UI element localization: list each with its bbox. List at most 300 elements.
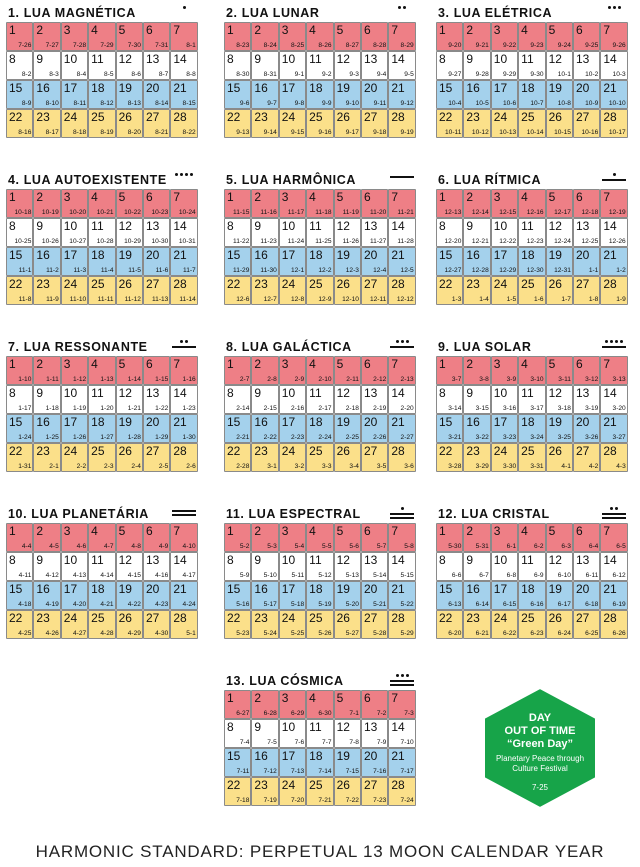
- gregorian-date: 8-9: [21, 100, 32, 107]
- day-cell: [361, 777, 388, 806]
- day-cell: [170, 218, 197, 247]
- day-cell: [33, 189, 60, 218]
- day-number: 21: [173, 248, 187, 262]
- gregorian-date: 2-20: [400, 405, 414, 412]
- day-number: 27: [145, 444, 160, 458]
- day-cell: [224, 690, 251, 719]
- day-cell: [116, 356, 143, 385]
- gregorian-date: 7-6: [294, 739, 305, 746]
- week-row: [436, 276, 628, 305]
- moon-title: 7. LUA RESSONANTE: [8, 340, 148, 354]
- badge-line-day: DAY: [528, 712, 552, 724]
- day-number: 10: [493, 386, 508, 400]
- day-number: 13: [575, 553, 590, 567]
- gregorian-date: 3-28: [448, 463, 462, 470]
- gregorian-date: 9-20: [448, 42, 462, 49]
- week-row: [6, 443, 198, 472]
- day-number: 9: [466, 553, 474, 567]
- day-number: 27: [575, 110, 590, 124]
- gregorian-date: 12-2: [318, 267, 332, 274]
- gregorian-date: 3-21: [448, 434, 462, 441]
- day-cell: [306, 523, 333, 552]
- day-cell: [436, 218, 463, 247]
- day-cell: [224, 719, 251, 748]
- gregorian-date: 6-27: [236, 710, 250, 717]
- day-cell: [61, 552, 88, 581]
- day-cell: [334, 748, 361, 777]
- day-cell: [388, 189, 415, 218]
- day-number: 5: [336, 190, 344, 204]
- moon-block: [436, 505, 628, 639]
- gregorian-date: 6-25: [585, 630, 599, 637]
- day-number: 15: [227, 248, 241, 262]
- day-cell: [61, 581, 88, 610]
- gregorian-date: 12-24: [554, 238, 571, 245]
- day-cell: [116, 80, 143, 109]
- gregorian-date: 8-30: [236, 71, 250, 78]
- gregorian-date: 3-10: [530, 376, 544, 383]
- gregorian-date: 1-7: [561, 296, 571, 303]
- day-cell: [436, 247, 463, 276]
- gregorian-date: 7-17: [400, 768, 414, 775]
- gregorian-date: 2-26: [373, 434, 387, 441]
- day-number: 9: [254, 720, 262, 734]
- day-cell: [388, 581, 415, 610]
- day-number: 7: [391, 23, 399, 37]
- gregorian-date: 6-17: [557, 601, 571, 608]
- day-number: 6: [145, 190, 153, 204]
- gregorian-date: 5-20: [345, 601, 359, 608]
- day-number: 5: [336, 524, 344, 538]
- day-number: 19: [548, 415, 562, 429]
- day-cell: [361, 414, 388, 443]
- week-row: [436, 385, 628, 414]
- day-number: 27: [575, 611, 590, 625]
- day-number: 8: [227, 52, 234, 66]
- moon-block: [6, 505, 198, 639]
- gregorian-date: 1-9: [616, 296, 626, 303]
- day-cell: [436, 51, 463, 80]
- day-number: 23: [36, 110, 50, 124]
- day-number: 9: [254, 553, 262, 567]
- gregorian-date: 3-16: [502, 405, 517, 412]
- week-row: [224, 690, 416, 719]
- gregorian-date: 8-27: [345, 42, 359, 49]
- day-cell: [224, 443, 251, 472]
- day-number: 2: [254, 190, 262, 204]
- day-cell: [361, 189, 388, 218]
- day-number: 1: [439, 357, 446, 371]
- gregorian-date: 12-1: [290, 267, 305, 274]
- gregorian-date: 6-14: [475, 601, 489, 608]
- day-number: 12: [336, 553, 350, 567]
- gregorian-date: 4-2: [588, 463, 599, 470]
- day-cell: [170, 22, 197, 51]
- maya-number-glyph-icon: [596, 507, 626, 521]
- day-number: 23: [466, 277, 480, 291]
- day-cell: [518, 51, 545, 80]
- gregorian-date: 1-6: [534, 296, 544, 303]
- week-row: [436, 610, 628, 639]
- gregorian-date: 10-19: [41, 209, 59, 216]
- moon-header: [6, 171, 198, 189]
- day-number: 18: [91, 248, 105, 262]
- gregorian-date: 3-26: [585, 434, 599, 441]
- gregorian-date: 10-20: [69, 209, 87, 216]
- day-cell: [463, 218, 490, 247]
- day-cell: [306, 552, 333, 581]
- day-cell: [33, 523, 60, 552]
- moon-header: [224, 171, 416, 189]
- day-number: 28: [603, 444, 617, 458]
- day-number: 26: [336, 444, 350, 458]
- day-number: 14: [391, 553, 405, 567]
- day-number: 23: [254, 110, 268, 124]
- day-cell: [61, 109, 88, 138]
- day-number: 13: [145, 386, 160, 400]
- day-cell: [306, 414, 333, 443]
- maya-number-glyph-icon: [384, 340, 414, 354]
- maya-number-glyph-icon: [166, 340, 196, 354]
- day-number: 25: [91, 444, 105, 458]
- day-number: 3: [493, 357, 501, 371]
- day-number: 27: [363, 277, 378, 291]
- maya-number-glyph-icon: [384, 6, 414, 20]
- gregorian-date: 9-23: [530, 42, 544, 49]
- moon-header: [224, 338, 416, 356]
- day-number: 15: [9, 248, 23, 262]
- gregorian-date: 12-6: [236, 296, 250, 303]
- week-row: [436, 51, 628, 80]
- gregorian-date: 12-29: [499, 267, 517, 274]
- moon-block: [6, 171, 198, 305]
- gregorian-date: 9-28: [475, 71, 489, 78]
- week-row: [224, 385, 416, 414]
- day-number: 22: [227, 444, 241, 458]
- gregorian-date: 1-21: [127, 405, 141, 412]
- day-number: 14: [603, 386, 617, 400]
- day-number: 13: [363, 553, 378, 567]
- gregorian-date: 7-9: [376, 739, 387, 746]
- gregorian-date: 3-12: [585, 376, 599, 383]
- day-cell: [6, 247, 33, 276]
- day-number: 4: [309, 23, 316, 37]
- day-cell: [463, 610, 490, 639]
- day-number: 15: [439, 248, 453, 262]
- gregorian-date: 9-13: [236, 129, 250, 136]
- day-number: 18: [309, 582, 323, 596]
- day-number: 13: [363, 52, 378, 66]
- day-cell: [573, 189, 600, 218]
- day-number: 10: [281, 52, 296, 66]
- day-number: 4: [91, 190, 98, 204]
- day-cell: [224, 777, 251, 806]
- day-number: 12: [118, 553, 132, 567]
- day-number: 15: [227, 81, 241, 95]
- gregorian-date: 10-25: [14, 238, 32, 245]
- gregorian-date: 5-17: [263, 601, 277, 608]
- day-cell: [88, 80, 115, 109]
- day-number: 20: [575, 582, 590, 596]
- gregorian-date: 3-7: [451, 376, 462, 383]
- moon-header: [436, 171, 628, 189]
- day-cell: [361, 385, 388, 414]
- day-cell: [546, 610, 573, 639]
- gregorian-date: 6-22: [502, 630, 517, 637]
- day-cell: [600, 356, 627, 385]
- gregorian-date: 11-15: [233, 209, 250, 216]
- day-number: 17: [493, 415, 508, 429]
- day-cell: [573, 610, 600, 639]
- day-number: 25: [521, 277, 535, 291]
- day-cell: [116, 218, 143, 247]
- day-number: 16: [36, 582, 50, 596]
- gregorian-date: 7-7: [322, 739, 332, 746]
- gregorian-date: 11-11: [97, 296, 114, 303]
- day-number: 15: [439, 582, 453, 596]
- day-cell: [546, 80, 573, 109]
- gregorian-date: 7-15: [345, 768, 359, 775]
- day-number: 25: [521, 444, 535, 458]
- gregorian-date: 12-23: [526, 238, 544, 245]
- moon-title: 9. LUA SOLAR: [438, 340, 532, 354]
- day-number: 2: [36, 190, 44, 204]
- day-number: 19: [548, 582, 562, 596]
- day-cell: [334, 218, 361, 247]
- day-number: 4: [521, 524, 528, 538]
- day-cell: [361, 443, 388, 472]
- day-number: 11: [521, 553, 534, 567]
- day-cell: [224, 22, 251, 51]
- day-number: 6: [363, 524, 371, 538]
- gregorian-date: 12-15: [499, 209, 517, 216]
- day-cell: [61, 356, 88, 385]
- gregorian-date: 11-18: [315, 209, 332, 216]
- gregorian-date: 12-8: [290, 296, 305, 303]
- day-number: 18: [521, 248, 535, 262]
- maya-number-glyph-icon: [596, 6, 626, 20]
- day-number: 8: [439, 386, 446, 400]
- day-number: 10: [63, 52, 78, 66]
- day-cell: [546, 443, 573, 472]
- day-number: 4: [91, 357, 98, 371]
- gregorian-date: 4-21: [100, 601, 114, 608]
- week-row: [6, 80, 198, 109]
- day-cell: [251, 356, 278, 385]
- day-number: 18: [91, 582, 105, 596]
- day-cell: [143, 385, 170, 414]
- day-cell: [170, 356, 197, 385]
- day-cell: [224, 189, 251, 218]
- day-cell: [116, 443, 143, 472]
- day-number: 27: [363, 444, 378, 458]
- day-number: 4: [309, 357, 316, 371]
- day-number: 20: [363, 749, 378, 763]
- day-number: 10: [493, 219, 508, 233]
- day-number: 5: [118, 357, 126, 371]
- day-cell: [546, 276, 573, 305]
- day-cell: [251, 552, 278, 581]
- gregorian-date: 8-15: [182, 100, 196, 107]
- gregorian-date: 9-27: [448, 71, 462, 78]
- gregorian-date: 5-19: [318, 601, 332, 608]
- gregorian-date: 9-10: [345, 100, 359, 107]
- gregorian-date: 9-18: [373, 129, 387, 136]
- day-number: 22: [9, 611, 23, 625]
- day-number: 14: [173, 219, 187, 233]
- day-cell: [436, 109, 463, 138]
- day-number: 18: [91, 81, 105, 95]
- day-cell: [88, 51, 115, 80]
- gregorian-date: 12-27: [444, 267, 462, 274]
- gregorian-date: 7-30: [127, 42, 141, 49]
- day-cell: [463, 385, 490, 414]
- gregorian-date: 9-16: [318, 129, 332, 136]
- gregorian-date: 9-12: [400, 100, 414, 107]
- gregorian-date: 6-10: [557, 572, 571, 579]
- gregorian-date: 6-7: [479, 572, 489, 579]
- day-number: 3: [63, 357, 71, 371]
- day-cell: [33, 385, 60, 414]
- gregorian-date: 11-9: [46, 296, 59, 303]
- day-number: 14: [603, 52, 617, 66]
- gregorian-date: 4-18: [18, 601, 32, 608]
- day-number: 4: [309, 524, 316, 538]
- day-number: 8: [227, 720, 234, 734]
- week-row: [224, 247, 416, 276]
- gregorian-date: 4-19: [45, 601, 59, 608]
- day-cell: [436, 80, 463, 109]
- day-number: 19: [336, 81, 350, 95]
- day-cell: [279, 189, 306, 218]
- day-cell: [436, 443, 463, 472]
- day-number: 19: [336, 582, 350, 596]
- day-cell: [224, 80, 251, 109]
- week-row: [6, 276, 198, 305]
- day-number: 11: [521, 386, 534, 400]
- day-number: 21: [391, 415, 405, 429]
- day-cell: [546, 51, 573, 80]
- day-number: 26: [336, 611, 350, 625]
- day-number: 10: [281, 219, 296, 233]
- gregorian-date: 10-21: [96, 209, 114, 216]
- day-cell: [361, 523, 388, 552]
- day-number: 17: [493, 582, 508, 596]
- day-cell: [88, 109, 115, 138]
- day-cell: [251, 581, 278, 610]
- day-cell: [306, 581, 333, 610]
- gregorian-date: 1-29: [155, 434, 169, 441]
- gregorian-date: 8-13: [127, 100, 141, 107]
- gregorian-date: 7-11: [236, 768, 250, 775]
- gregorian-date: 6-11: [585, 572, 599, 579]
- maya-number-glyph-icon: [166, 507, 196, 521]
- gregorian-date: 6-5: [616, 543, 626, 550]
- day-number: 26: [548, 444, 562, 458]
- day-number: 12: [336, 386, 350, 400]
- week-row: [6, 356, 198, 385]
- maya-number-glyph-icon: [166, 173, 196, 187]
- day-cell: [361, 22, 388, 51]
- day-cell: [573, 414, 600, 443]
- day-cell: [334, 443, 361, 472]
- gregorian-date: 8-6: [131, 71, 141, 78]
- gregorian-date: 11-14: [179, 296, 196, 303]
- day-number: 24: [63, 110, 78, 124]
- day-cell: [279, 356, 306, 385]
- day-cell: [251, 748, 278, 777]
- day-cell: [224, 414, 251, 443]
- day-number: 4: [91, 524, 98, 538]
- gregorian-date: 2-19: [373, 405, 387, 412]
- maya-number-glyph-icon: [596, 173, 626, 187]
- day-cell: [143, 51, 170, 80]
- gregorian-date: 8-7: [158, 71, 169, 78]
- day-number: 10: [63, 219, 78, 233]
- day-number: 4: [521, 190, 528, 204]
- day-cell: [251, 22, 278, 51]
- maya-number-glyph-icon: [596, 340, 626, 354]
- day-number: 17: [63, 582, 78, 596]
- gregorian-date: 7-2: [376, 710, 387, 717]
- day-number: 28: [173, 277, 187, 291]
- gregorian-date: 10-7: [530, 100, 544, 107]
- day-cell: [361, 51, 388, 80]
- day-number: 8: [227, 219, 234, 233]
- gregorian-date: 8-2: [21, 71, 32, 78]
- gregorian-date: 2-27: [400, 434, 414, 441]
- day-cell: [463, 414, 490, 443]
- week-row: [224, 189, 416, 218]
- day-number: 24: [493, 277, 508, 291]
- day-number: 13: [575, 52, 590, 66]
- day-cell: [143, 610, 170, 639]
- day-cell: [6, 581, 33, 610]
- day-number: 2: [36, 23, 44, 37]
- day-cell: [143, 109, 170, 138]
- week-row: [224, 523, 416, 552]
- gregorian-date: 7-19: [263, 797, 277, 804]
- day-number: 1: [227, 524, 234, 538]
- day-number: 23: [466, 444, 480, 458]
- day-number: 26: [336, 778, 350, 792]
- day-cell: [600, 247, 627, 276]
- day-cell: [361, 276, 388, 305]
- day-number: 10: [63, 386, 78, 400]
- day-cell: [491, 218, 518, 247]
- day-cell: [170, 385, 197, 414]
- gregorian-date: 6-2: [534, 543, 544, 550]
- day-number: 15: [227, 415, 241, 429]
- day-cell: [306, 109, 333, 138]
- gregorian-date: 5-10: [263, 572, 277, 579]
- day-number: 6: [363, 691, 371, 705]
- gregorian-date: 5-8: [404, 543, 414, 550]
- day-cell: [388, 385, 415, 414]
- day-cell: [491, 385, 518, 414]
- gregorian-date: 11-30: [260, 267, 277, 274]
- gregorian-date: 2-9: [294, 376, 305, 383]
- gregorian-date: 6-23: [530, 630, 544, 637]
- day-number: 11: [309, 386, 322, 400]
- day-number: 6: [575, 357, 583, 371]
- gregorian-date: 1-20: [100, 405, 114, 412]
- gregorian-date: 10-14: [526, 129, 544, 136]
- gregorian-date: 9-25: [585, 42, 599, 49]
- gregorian-date: 4-5: [49, 543, 59, 550]
- day-cell: [491, 610, 518, 639]
- day-cell: [251, 218, 278, 247]
